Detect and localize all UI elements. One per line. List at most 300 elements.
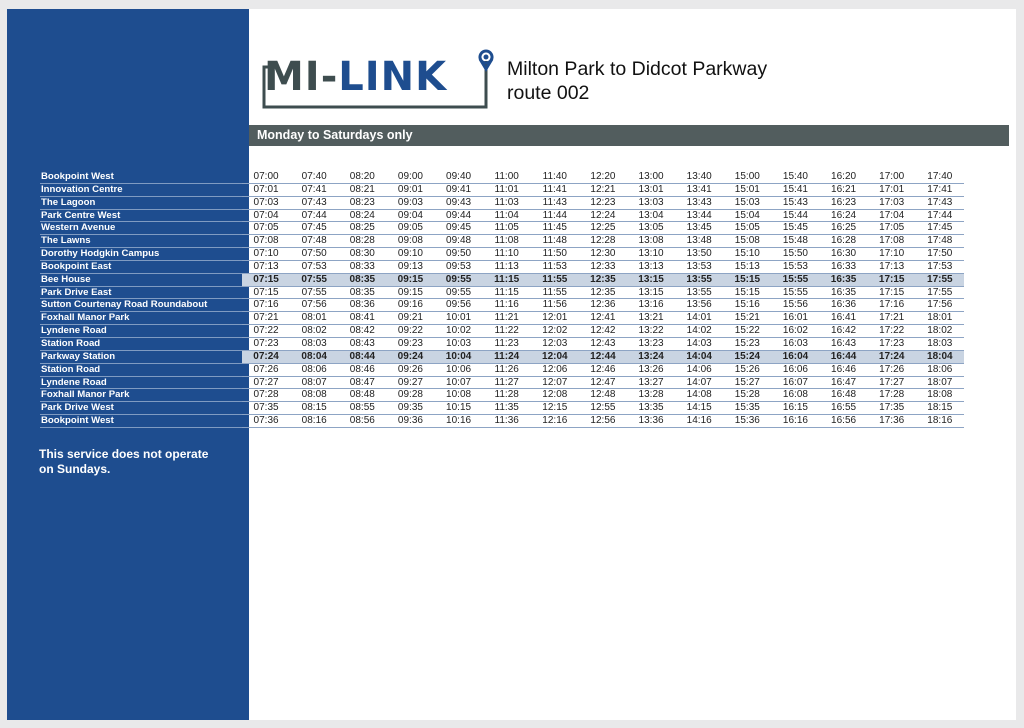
time-cell: 11:53 xyxy=(542,260,567,272)
stop-name: Lyndene Road xyxy=(40,325,242,338)
time-cell: 13:08 xyxy=(638,235,664,247)
logo-wordmark xyxy=(264,55,447,99)
time-cell: 10:03 xyxy=(446,337,472,349)
time-cell: 17:16 xyxy=(879,299,905,311)
time-cell: 15:45 xyxy=(782,222,808,234)
timetable-row xyxy=(242,325,964,338)
time-cell: 07:40 xyxy=(301,171,327,182)
time-cell: 13:35 xyxy=(638,402,664,414)
time-cell: 16:35 xyxy=(831,286,857,298)
route-title xyxy=(507,57,767,105)
timetable-row xyxy=(242,364,964,377)
time-cell: 10:01 xyxy=(446,312,472,324)
time-cell: 13:15 xyxy=(638,273,664,285)
time-cell: 18:01 xyxy=(927,312,953,324)
time-cell: 11:55 xyxy=(542,273,568,285)
timetable-row xyxy=(242,377,964,390)
time-cell: 08:47 xyxy=(349,376,375,388)
time-cell: 15:13 xyxy=(734,260,760,272)
time-cell: 17:03 xyxy=(879,196,905,208)
time-cell: 15:01 xyxy=(734,183,760,195)
time-cell: 11:48 xyxy=(542,235,567,247)
time-cell: 08:04 xyxy=(301,350,327,362)
time-cell: 12:01 xyxy=(542,312,568,324)
time-cell: 13:22 xyxy=(638,325,664,337)
time-cell: 14:16 xyxy=(686,415,712,427)
time-cell: 15:53 xyxy=(782,260,808,272)
timetable-row xyxy=(242,287,964,300)
time-cell: 17:01 xyxy=(879,183,905,195)
timetable-row xyxy=(242,222,964,235)
time-cell: 12:21 xyxy=(590,183,616,195)
stop-name: Park Centre West xyxy=(40,210,242,223)
time-cell: 12:25 xyxy=(590,222,616,234)
time-cell: 14:02 xyxy=(686,325,712,337)
time-cell: 09:13 xyxy=(397,260,423,272)
time-cell: 12:44 xyxy=(590,350,616,362)
time-cell: 15:03 xyxy=(734,196,760,208)
stop-name: The Lawns xyxy=(40,235,242,248)
time-cell: 07:56 xyxy=(301,299,327,311)
time-cell: 07:23 xyxy=(253,337,279,349)
time-cell: 17:35 xyxy=(879,402,905,414)
time-cell: 10:04 xyxy=(445,350,472,362)
stop-name: Station Road xyxy=(40,338,242,351)
time-cell: 16:48 xyxy=(831,389,857,401)
time-cell: 12:28 xyxy=(590,235,616,247)
time-cell: 16:07 xyxy=(782,376,808,388)
time-cell: 16:20 xyxy=(831,171,857,182)
time-cell: 09:15 xyxy=(397,286,423,298)
time-cell: 08:44 xyxy=(349,350,376,362)
time-cell: 11:45 xyxy=(542,222,567,234)
timetable-row xyxy=(242,274,964,287)
time-cell: 17:44 xyxy=(927,209,953,221)
timetable-row xyxy=(242,312,964,325)
time-cell: 09:03 xyxy=(397,196,423,208)
time-cell: 07:36 xyxy=(253,415,279,427)
time-cell: 08:28 xyxy=(349,235,375,247)
time-cell: 09:28 xyxy=(397,389,423,401)
time-cell: 17:53 xyxy=(927,260,953,272)
time-cell: 11:40 xyxy=(542,171,567,182)
time-cell: 11:56 xyxy=(542,299,567,311)
time-cell: 17:15 xyxy=(878,273,905,285)
time-cell: 14:01 xyxy=(686,312,712,324)
time-cell: 17:26 xyxy=(879,363,905,375)
time-cell: 18:04 xyxy=(927,350,953,362)
time-cell: 08:24 xyxy=(349,209,375,221)
time-cell: 13:04 xyxy=(638,209,664,221)
time-cell: 11:15 xyxy=(494,273,520,285)
time-cell: 16:08 xyxy=(782,389,808,401)
time-cell: 16:44 xyxy=(830,350,857,362)
time-cell: 09:55 xyxy=(446,286,472,298)
time-cell: 08:01 xyxy=(301,312,327,324)
time-cell: 09:05 xyxy=(397,222,423,234)
time-cell: 18:02 xyxy=(927,325,953,337)
time-cell: 08:21 xyxy=(349,183,375,195)
time-cell: 12:33 xyxy=(590,260,616,272)
time-cell: 16:21 xyxy=(831,183,857,195)
time-cell: 07:15 xyxy=(253,286,279,298)
timetable-row xyxy=(242,171,964,184)
time-cell: 12:55 xyxy=(590,402,616,414)
time-cell: 12:16 xyxy=(542,415,568,427)
time-cell: 12:20 xyxy=(590,171,616,182)
time-cell: 15:04 xyxy=(734,209,760,221)
timetable-row xyxy=(242,197,964,210)
time-cell: 14:06 xyxy=(686,363,712,375)
time-cell: 07:22 xyxy=(253,325,279,337)
time-cell: 12:08 xyxy=(542,389,568,401)
time-cell: 15:56 xyxy=(782,299,808,311)
time-cell: 13:03 xyxy=(638,196,664,208)
time-cell: 08:36 xyxy=(349,299,375,311)
time-cell: 08:03 xyxy=(301,337,327,349)
time-cell: 11:13 xyxy=(494,260,519,272)
time-cell: 13:55 xyxy=(686,273,712,285)
time-cell: 15:26 xyxy=(734,363,760,375)
time-cell: 10:02 xyxy=(446,325,472,337)
time-cell: 13:56 xyxy=(686,299,712,311)
time-cell: 16:47 xyxy=(831,376,857,388)
time-cell: 09:45 xyxy=(446,222,472,234)
time-cell: 09:48 xyxy=(446,235,472,247)
stop-name: Station Road xyxy=(40,364,242,377)
time-cell: 09:04 xyxy=(397,209,423,221)
time-cell: 13:23 xyxy=(638,337,664,349)
sunday-note-line2: on Sundays. xyxy=(39,462,111,476)
time-cell: 15:21 xyxy=(734,312,760,324)
time-cell: 14:04 xyxy=(686,350,712,362)
time-cell: 12:41 xyxy=(590,312,616,324)
time-cell: 07:55 xyxy=(301,273,327,285)
time-cell: 09:56 xyxy=(446,299,472,311)
time-cell: 07:01 xyxy=(253,183,279,195)
time-cell: 15:40 xyxy=(782,171,808,182)
time-cell: 11:44 xyxy=(542,209,567,221)
days-banner: Monday to Saturdays only xyxy=(249,125,1009,146)
time-cell: 18:07 xyxy=(927,376,953,388)
time-cell: 07:24 xyxy=(253,350,279,362)
time-cell: 10:08 xyxy=(446,389,472,401)
stop-name: Bookpoint West xyxy=(40,171,242,184)
time-cell: 09:26 xyxy=(397,363,423,375)
time-cell: 11:26 xyxy=(494,363,519,375)
time-cell: 15:10 xyxy=(734,248,760,260)
time-cell: 15:24 xyxy=(734,350,761,362)
time-cell: 09:36 xyxy=(397,415,423,427)
time-cell: 10:15 xyxy=(446,402,472,414)
time-cell: 11:15 xyxy=(494,286,519,298)
time-cell: 15:15 xyxy=(734,286,760,298)
time-cell: 08:42 xyxy=(349,325,375,337)
time-cell: 07:10 xyxy=(253,248,279,260)
time-cell: 14:03 xyxy=(686,337,712,349)
timetable-row xyxy=(242,210,964,223)
time-cell: 17:48 xyxy=(927,235,953,247)
time-cell: 16:41 xyxy=(831,312,857,324)
timetable-row xyxy=(242,338,964,351)
time-cell: 07:15 xyxy=(253,273,279,285)
time-cell: 08:07 xyxy=(301,376,327,388)
time-cell: 11:08 xyxy=(494,235,519,247)
time-cell: 07:45 xyxy=(301,222,327,234)
time-cell: 09:01 xyxy=(397,183,423,195)
time-cell: 16:03 xyxy=(782,337,808,349)
logo-link-text: LINK xyxy=(338,54,448,100)
time-cell: 11:55 xyxy=(542,286,567,298)
time-cell: 13:40 xyxy=(686,171,712,182)
time-cell: 12:35 xyxy=(590,273,616,285)
time-cell: 12:56 xyxy=(590,415,616,427)
time-cell: 16:25 xyxy=(831,222,857,234)
time-cell: 15:43 xyxy=(782,196,808,208)
time-cell: 11:21 xyxy=(494,312,519,324)
time-cell: 17:15 xyxy=(879,286,905,298)
time-cell: 10:16 xyxy=(446,415,472,427)
time-cell: 08:56 xyxy=(349,415,375,427)
stop-name: Foxhall Manor Park xyxy=(40,389,242,402)
time-cell: 10:07 xyxy=(446,376,472,388)
timetable-row xyxy=(242,415,964,428)
time-cell: 10:06 xyxy=(446,363,472,375)
time-cell: 12:02 xyxy=(542,325,568,337)
stop-name: Foxhall Manor Park xyxy=(40,312,242,325)
time-cell: 09:08 xyxy=(397,235,423,247)
time-cell: 09:22 xyxy=(397,325,423,337)
stop-name: Western Avenue xyxy=(40,222,242,235)
time-cell: 13:24 xyxy=(638,350,664,362)
sunday-note-line1: This service does not operate xyxy=(39,447,209,461)
time-cell: 12:48 xyxy=(590,389,616,401)
time-cell: 18:15 xyxy=(927,402,953,414)
time-cell: 09:55 xyxy=(445,273,472,285)
time-cell: 09:41 xyxy=(446,183,472,195)
time-cell: 13:36 xyxy=(638,415,664,427)
time-cell: 11:03 xyxy=(494,196,519,208)
time-cell: 14:08 xyxy=(686,389,712,401)
time-cell: 08:16 xyxy=(301,415,327,427)
time-cell: 16:43 xyxy=(831,337,857,349)
time-cell: 15:08 xyxy=(734,235,760,247)
time-cell: 13:27 xyxy=(638,376,664,388)
time-cell: 09:53 xyxy=(446,260,472,272)
time-cell: 12:24 xyxy=(590,209,616,221)
time-cell: 09:23 xyxy=(397,337,423,349)
time-cell: 13:16 xyxy=(638,299,664,311)
time-cell: 09:40 xyxy=(446,171,472,182)
time-cell: 11:43 xyxy=(542,196,567,208)
timetable-row xyxy=(242,402,964,415)
time-cell: 17:04 xyxy=(879,209,905,221)
time-cell: 08:25 xyxy=(349,222,375,234)
mi-link-logo xyxy=(256,47,496,113)
time-cell: 07:00 xyxy=(253,171,279,182)
time-cell: 08:15 xyxy=(301,402,327,414)
time-cell: 13:28 xyxy=(638,389,664,401)
time-cell: 09:00 xyxy=(397,171,423,182)
time-cell: 12:15 xyxy=(542,402,568,414)
time-cell: 13:50 xyxy=(686,248,712,260)
stop-name: Dorothy Hodgkin Campus xyxy=(40,248,242,261)
time-cell: 17:23 xyxy=(879,337,905,349)
time-cell: 09:15 xyxy=(397,273,424,285)
time-cell: 17:41 xyxy=(927,183,953,195)
time-cell: 07:21 xyxy=(253,312,279,324)
time-cell: 17:50 xyxy=(927,248,953,260)
time-cell: 16:46 xyxy=(831,363,857,375)
time-cell: 07:28 xyxy=(253,389,279,401)
time-cell: 17:08 xyxy=(879,235,905,247)
time-cell: 12:03 xyxy=(542,337,568,349)
time-cell: 11:22 xyxy=(494,325,519,337)
time-cell: 12:04 xyxy=(542,350,568,362)
time-cell: 13:10 xyxy=(638,248,664,260)
time-cell: 15:55 xyxy=(782,286,808,298)
stop-name: Bee House xyxy=(40,274,242,287)
time-cell: 13:13 xyxy=(638,260,664,272)
stop-name: Innovation Centre xyxy=(40,184,242,197)
time-cell: 16:04 xyxy=(782,350,809,362)
time-cell: 16:16 xyxy=(782,415,808,427)
time-cell: 11:24 xyxy=(494,350,520,362)
logo-mi-text: MI- xyxy=(264,54,339,100)
time-cell: 13:26 xyxy=(638,363,664,375)
stop-name: Park Drive East xyxy=(40,287,242,300)
time-cell: 09:24 xyxy=(397,350,424,362)
time-cell: 11:35 xyxy=(494,402,519,414)
time-cell: 07:50 xyxy=(301,248,327,260)
time-cell: 15:41 xyxy=(782,183,808,195)
time-cell: 13:48 xyxy=(686,235,712,247)
time-cell: 13:43 xyxy=(686,196,712,208)
time-cell: 16:55 xyxy=(831,402,857,414)
time-cell: 17:05 xyxy=(879,222,905,234)
time-cell: 13:41 xyxy=(686,183,712,195)
time-cell: 08:06 xyxy=(301,363,327,375)
time-cell: 13:01 xyxy=(638,183,664,195)
stop-name: Park Drive West xyxy=(40,402,242,415)
sunday-note xyxy=(39,447,229,477)
time-cell: 09:27 xyxy=(397,376,423,388)
time-cell: 12:30 xyxy=(590,248,616,260)
time-cell: 17:45 xyxy=(927,222,953,234)
time-cell: 18:16 xyxy=(927,415,953,427)
time-cell: 08:35 xyxy=(349,273,376,285)
time-cell: 16:30 xyxy=(831,248,857,260)
time-cell: 11:36 xyxy=(494,415,519,427)
time-cell: 15:15 xyxy=(734,273,761,285)
time-cell: 16:33 xyxy=(831,260,857,272)
timetable-row xyxy=(242,299,964,312)
time-cell: 11:27 xyxy=(494,376,519,388)
time-cell: 16:06 xyxy=(782,363,808,375)
time-cell: 13:53 xyxy=(686,260,712,272)
time-cell: 07:27 xyxy=(253,376,279,388)
time-cell: 08:33 xyxy=(349,260,375,272)
time-cell: 12:42 xyxy=(590,325,616,337)
stop-name: Bookpoint West xyxy=(40,415,242,428)
time-cell: 07:13 xyxy=(253,260,279,272)
time-cell: 17:24 xyxy=(878,350,905,362)
time-cell: 12:46 xyxy=(590,363,616,375)
timetable-row xyxy=(242,389,964,402)
time-cell: 07:35 xyxy=(253,402,279,414)
time-cell: 07:08 xyxy=(253,235,279,247)
time-cell: 13:00 xyxy=(638,171,664,182)
timetable-grid xyxy=(242,171,964,428)
time-cell: 11:28 xyxy=(494,389,519,401)
time-cell: 12:47 xyxy=(590,376,616,388)
time-cell: 11:10 xyxy=(494,248,519,260)
time-cell: 07:41 xyxy=(301,183,327,195)
timetable-row xyxy=(242,351,964,364)
time-cell: 18:03 xyxy=(927,337,953,349)
stop-name: Lyndene Road xyxy=(40,377,242,390)
time-cell: 17:00 xyxy=(879,171,905,182)
time-cell: 15:35 xyxy=(734,402,760,414)
time-cell: 07:44 xyxy=(301,209,327,221)
time-cell: 07:05 xyxy=(253,222,279,234)
time-cell: 12:35 xyxy=(590,286,616,298)
time-cell: 16:23 xyxy=(831,196,857,208)
time-cell: 13:55 xyxy=(686,286,712,298)
time-cell: 08:02 xyxy=(301,325,327,337)
time-cell: 12:07 xyxy=(542,376,568,388)
stop-name: Sutton Courtenay Road Roundabout xyxy=(40,299,242,312)
time-cell: 17:36 xyxy=(879,415,905,427)
time-cell: 08:08 xyxy=(301,389,327,401)
time-cell: 17:43 xyxy=(927,196,953,208)
time-cell: 15:23 xyxy=(734,337,760,349)
time-cell: 18:08 xyxy=(927,389,953,401)
time-cell: 08:48 xyxy=(349,389,375,401)
time-cell: 15:05 xyxy=(734,222,760,234)
time-cell: 17:13 xyxy=(879,260,905,272)
time-cell: 16:35 xyxy=(830,273,857,285)
time-cell: 08:35 xyxy=(349,286,375,298)
time-cell: 16:01 xyxy=(782,312,808,324)
time-cell: 07:53 xyxy=(301,260,327,272)
time-cell: 11:23 xyxy=(494,337,519,349)
time-cell: 18:06 xyxy=(927,363,953,375)
time-cell: 08:55 xyxy=(349,402,375,414)
time-cell: 08:46 xyxy=(349,363,375,375)
time-cell: 09:16 xyxy=(397,299,423,311)
time-cell: 16:56 xyxy=(831,415,857,427)
time-cell: 09:21 xyxy=(397,312,423,324)
time-cell: 17:55 xyxy=(927,273,953,285)
time-cell: 16:36 xyxy=(831,299,857,311)
stop-name: Parkway Station xyxy=(40,351,242,364)
time-cell: 15:50 xyxy=(782,248,808,260)
time-cell: 11:01 xyxy=(494,183,519,195)
time-cell: 13:45 xyxy=(686,222,712,234)
time-cell: 11:16 xyxy=(494,299,519,311)
time-cell: 11:41 xyxy=(542,183,567,195)
time-cell: 15:44 xyxy=(782,209,808,221)
time-cell: 13:05 xyxy=(638,222,664,234)
route-title-line2: route 002 xyxy=(507,82,590,104)
time-cell: 16:28 xyxy=(831,235,857,247)
time-cell: 15:00 xyxy=(734,171,760,182)
time-cell: 17:21 xyxy=(879,312,905,324)
time-cell: 17:56 xyxy=(927,299,953,311)
time-cell: 07:43 xyxy=(301,196,327,208)
time-cell: 11:05 xyxy=(494,222,519,234)
